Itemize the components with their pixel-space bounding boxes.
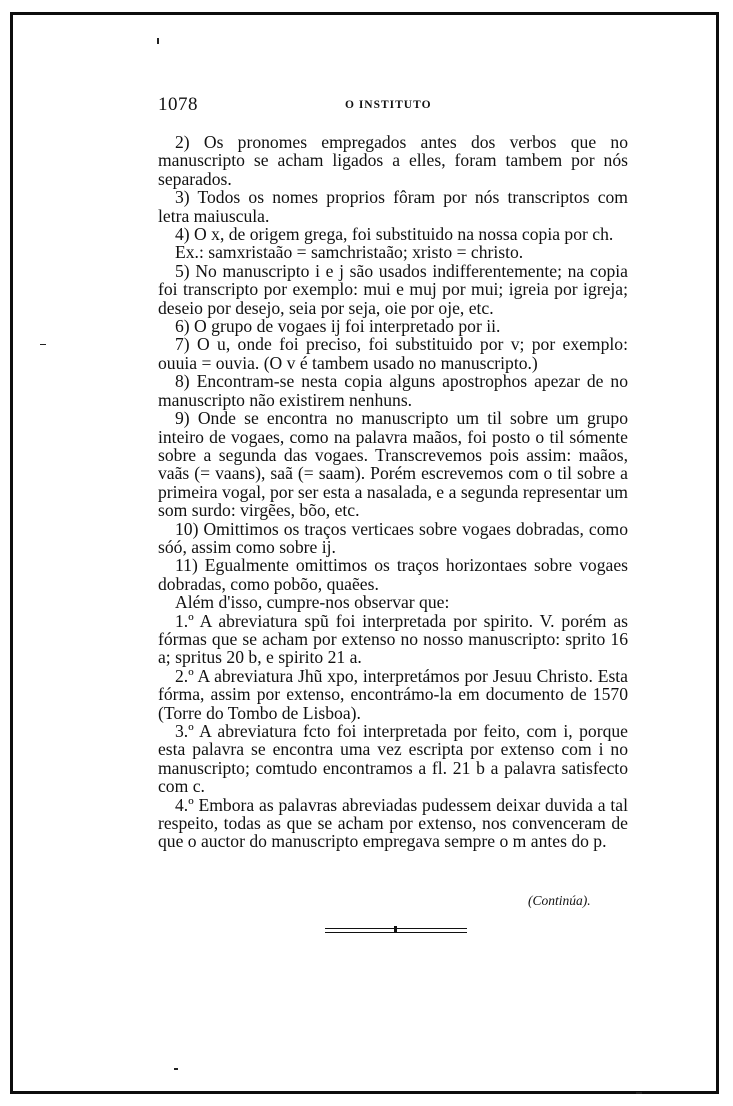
paragraph-note-2: 2.º A abreviatura Jhũ xpo, interpretámos por Jesuu Christo. Esta fórma, assim por extenso, encontrámo-la em documento de 1570 (Torre do Tombo de Lisboa).	[158, 665, 628, 723]
body-text	[158, 133, 628, 851]
paragraph-alem: Além d'isso, cumpre-nos observar que:	[175, 592, 450, 613]
scan-speck	[40, 344, 46, 345]
scan-speck	[636, 1092, 642, 1094]
paragraph-9: 9) Onde se encontra no manuscripto um til sobre um grupo inteiro de vogaes, como na palavra maãos, foi posto o til sómente sobre a segunda das vogaes. Transcrevemos pois assim: maãos, vaãs (= vaans), saã (= saam). Porém escrevemos com o til sobre a primeira vogal, por ser esta a nasalada, e a segunda representar um som surdo: virgẽes, bõo, etc.	[158, 408, 628, 521]
paragraph-8: 8) Encontram-se nesta copia alguns apostrophos apezar de no manuscripto não existirem nenhuns.	[158, 371, 628, 410]
paragraph-note-1: 1.º A abreviatura spũ foi interpretada por spirito. V. porém as fórmas que se acham por extenso no nosso manuscripto: sprito 16 a; spritus 20 b, e spirito 21 a.	[158, 610, 628, 668]
paragraph-11: 11) Egualmente omittimos os traços horizontaes sobre vogaes dobradas, como pobõo, quaẽes.	[158, 555, 628, 594]
paragraph-note-3: 3.º A abreviatura fcto foi interpretada por feito, com i, porque esta palavra se encontra uma vez escripta por extenso com i no manuscripto; comtudo encontramos a fl. 21 b a palavra satisfecto com c.	[158, 721, 628, 797]
paragraph-10: 10) Omittimos os traços verticaes sobre vogaes dobradas, como sóó, assim como sobre ij.	[158, 518, 628, 557]
paragraph-7: 7) O u, onde foi preciso, foi substituido por v; por exemplo: ouuia = ouvia. (O v é tambem usado no manuscripto.)	[158, 334, 628, 373]
end-rule-ornament	[394, 926, 397, 933]
running-title: O INSTITUTO	[345, 99, 432, 111]
paragraph-3: 3) Todos os nomes proprios fôram por nós transcriptos com letra maiuscula.	[158, 187, 628, 226]
continuation-note: (Continúa).	[528, 893, 591, 908]
paragraph-2: 2) Os pronomes empregados antes dos verbos que no manuscripto se acham ligados a elles, foram tambem por nós separados.	[158, 132, 628, 189]
running-header	[158, 94, 628, 116]
paragraph-5: 5) No manuscripto i e j são usados indifferentemente; na copia foi transcripto por exemplo: mui e muj por mui; igreia por igreja; deseio por desejo, seia por seja, oie por oje, etc.	[158, 260, 628, 318]
paragraph-6: 6) O grupo de vogaes ij foi interpretado por ii.	[175, 316, 501, 337]
paragraph-4: 4) O x, de origem grega, foi substituido na nossa copia por ch.	[175, 224, 614, 245]
scan-speck	[174, 1068, 178, 1070]
scan-speck	[157, 38, 159, 44]
paragraph-example: Ex.: samxristaão = samchristaão; xristo = christo.	[175, 242, 524, 263]
paragraph-note-4: 4.º Embora as palavras abreviadas pudessem deixar duvida a tal respeito, todas as que se acham por extenso, nos convenceram de que o auctor do manuscripto empregava sempre o m antes do p.	[158, 794, 628, 852]
page-number: 1078	[158, 94, 198, 115]
